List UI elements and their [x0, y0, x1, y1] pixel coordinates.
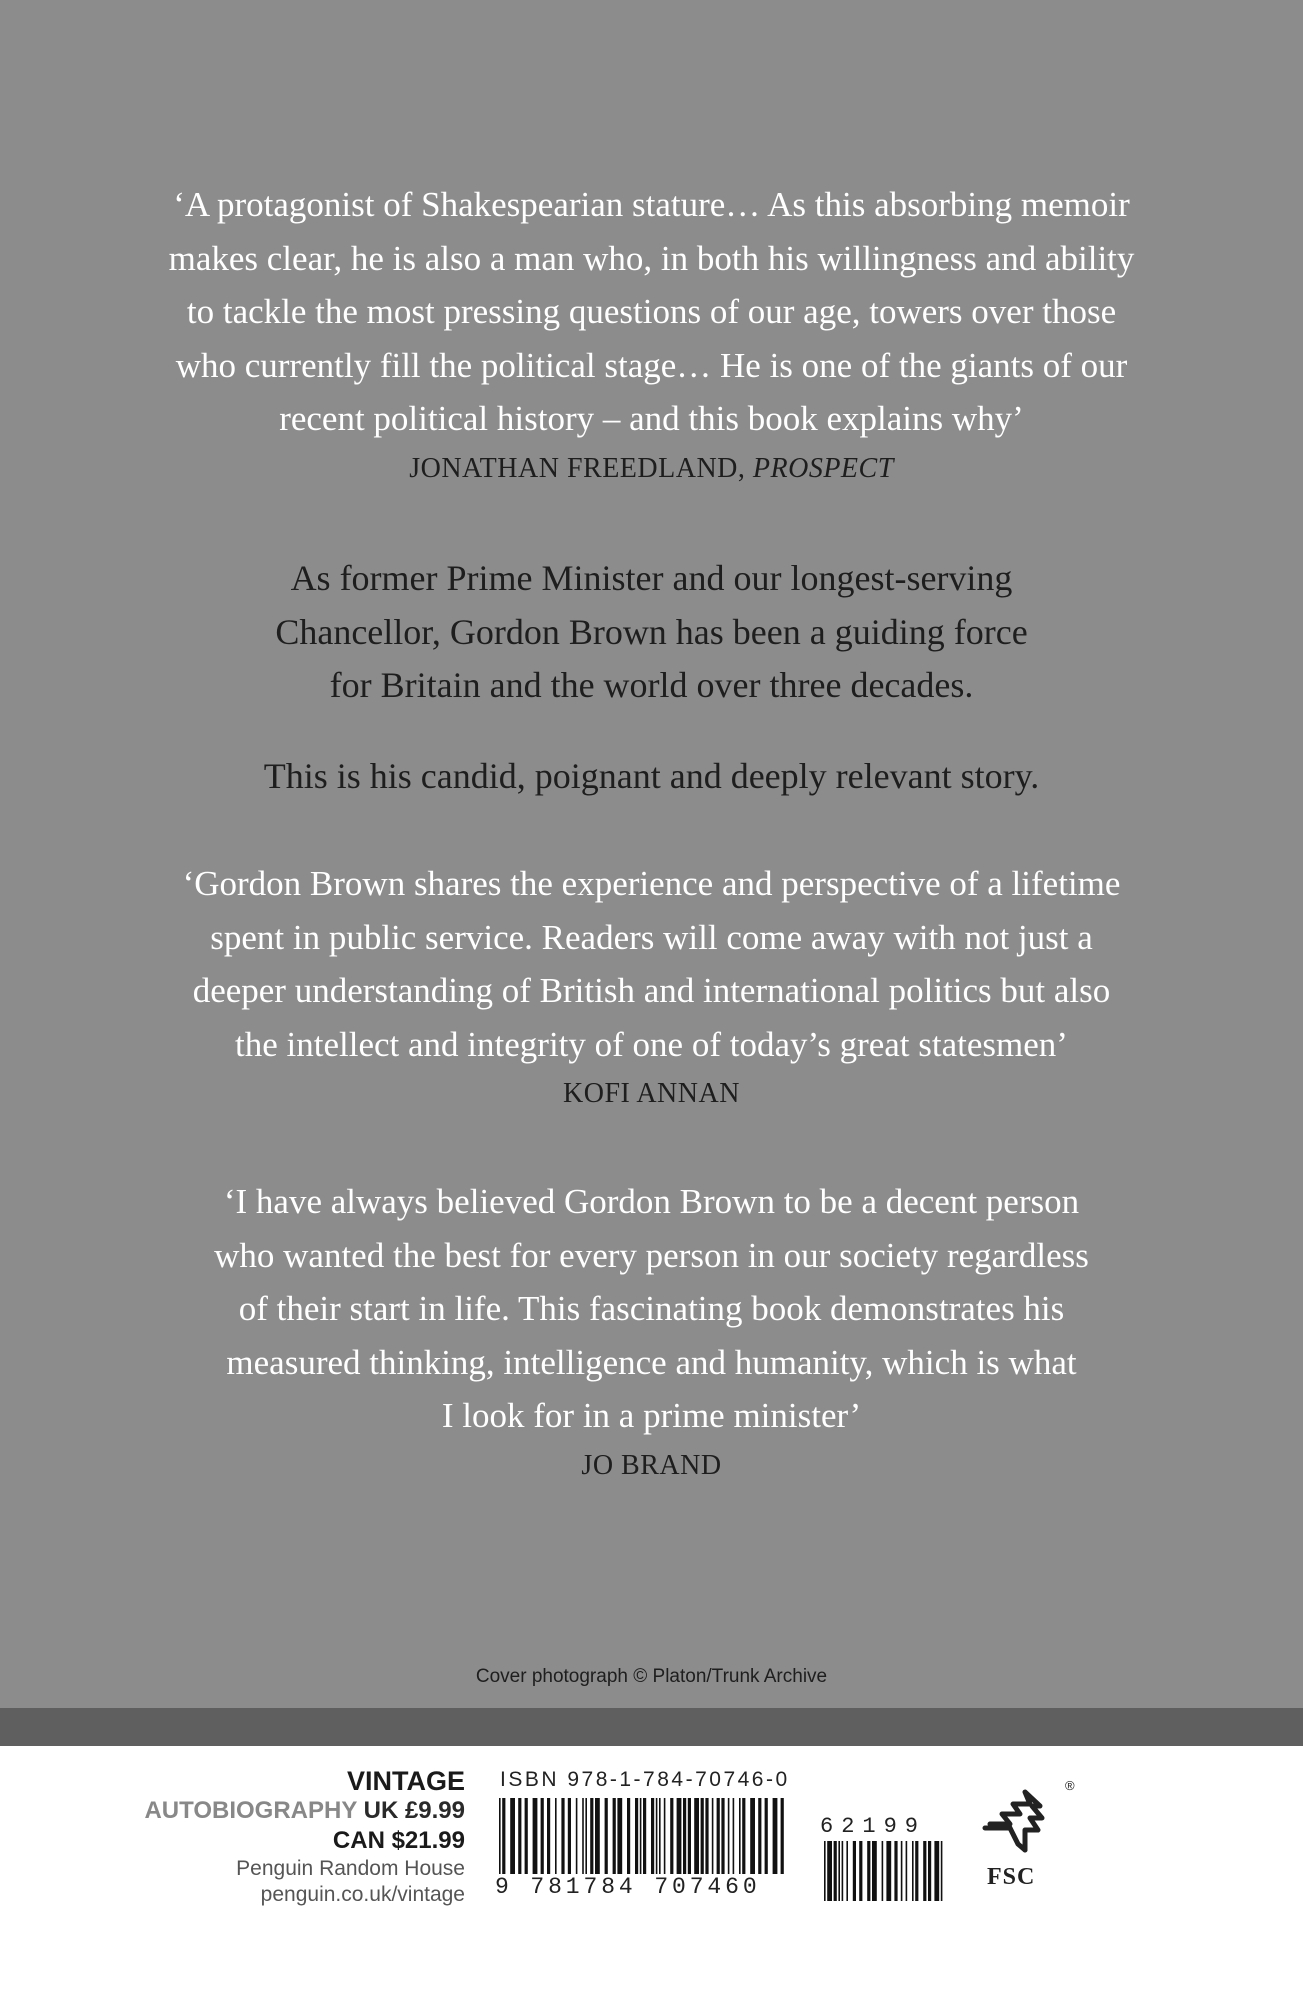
barcode-bar — [525, 1798, 528, 1874]
barcode-bar — [842, 1841, 844, 1901]
quote-freedland — [60, 178, 1243, 492]
barcode-panel — [0, 1746, 1303, 2000]
quote-line: ‘I have always believed Gordon Brown to be a decent person — [223, 1182, 1080, 1221]
barcode-bar — [872, 1841, 877, 1901]
barcode-bar — [853, 1841, 856, 1901]
quote-line: who wanted the best for every person in our society regardless — [214, 1235, 1089, 1275]
quote-line: the intellect and integrity of one of today’s great statesmen’ — [235, 1024, 1068, 1064]
barcode-bar — [582, 1798, 584, 1874]
barcode-bar — [901, 1841, 903, 1901]
barcode-bar — [721, 1798, 724, 1874]
barcode-bar — [728, 1798, 730, 1874]
barcode-bar — [701, 1798, 704, 1874]
barcode-bar — [705, 1798, 708, 1874]
publisher-group: Penguin Random House — [236, 1857, 465, 1880]
quote-line: who currently fill the political stage… He is one of the giants of our — [175, 345, 1128, 385]
barcode-bar — [941, 1841, 943, 1901]
barcode-bar — [643, 1798, 646, 1874]
fsc-label: FSC — [987, 1864, 1036, 1890]
quote-line: makes clear, he is also a man who, in both his willingness and ability — [168, 238, 1135, 278]
quote-attribution: JO BRAND — [581, 1449, 722, 1481]
barcode-bar — [613, 1798, 616, 1874]
barcode-bar — [518, 1798, 521, 1874]
isbn-label: ISBN 978-1-784-70746-0 — [500, 1768, 790, 1791]
barcode-bar — [670, 1798, 673, 1874]
tagline: This is his candid, poignant and deeply relevant story. — [263, 756, 1040, 796]
tagline-block — [60, 750, 1243, 804]
barcode-bar — [765, 1798, 768, 1874]
quote-annan — [60, 857, 1243, 1117]
blurb-line: Chancellor, Gordon Brown has been a guiding force — [275, 611, 1028, 652]
publisher-name: VINTAGE — [346, 1766, 465, 1796]
barcode-bar — [827, 1841, 832, 1901]
category-price — [144, 1796, 465, 1826]
barcode-bar — [617, 1798, 622, 1874]
addon-barcode-image — [820, 1841, 945, 1901]
quote-line: spent in public service. Readers will come away with not just a — [210, 917, 1093, 957]
barcode-bar — [656, 1798, 658, 1874]
barcode-bar — [733, 1798, 735, 1874]
imprint-block — [144, 1766, 465, 1908]
barcode-bar — [739, 1798, 741, 1874]
barcode-bar — [742, 1798, 745, 1874]
barcode-image — [495, 1798, 785, 1874]
barcode-bar — [928, 1841, 931, 1901]
price-uk: UK £9.99 — [363, 1797, 465, 1824]
barcode-bar — [541, 1798, 544, 1874]
barcode-bar — [717, 1798, 720, 1874]
barcode-bar — [568, 1798, 571, 1874]
photo-credit: Cover photograph © Platon/Trunk Archive — [475, 1666, 828, 1687]
barcode-bar — [677, 1798, 682, 1874]
barcode-bar — [627, 1798, 630, 1874]
quote-line: of their start in life. This fascinating book demonstrates his — [238, 1289, 1065, 1328]
quote-line: ‘Gordon Brown shares the experience and perspective of a lifetime — [182, 864, 1121, 903]
blurb — [60, 552, 1243, 713]
attribution-publication: PROSPECT — [752, 452, 894, 484]
barcode-bar — [688, 1798, 691, 1874]
book-category: AUTOBIOGRAPHY — [144, 1797, 357, 1824]
barcode-bar — [694, 1798, 699, 1874]
barcode-bar — [758, 1798, 761, 1874]
barcode-bar — [590, 1798, 593, 1874]
divider-band — [0, 1708, 1303, 1746]
barcode-bar — [533, 1798, 538, 1874]
barcode-bar — [859, 1841, 862, 1901]
barcode-bar — [923, 1841, 926, 1901]
barcode-bar — [906, 1841, 908, 1901]
barcode-bar — [635, 1798, 638, 1874]
barcode-bar — [585, 1798, 587, 1874]
blurb-line: As former Prime Minister and our longest-serving — [290, 558, 1013, 598]
barcode-bar — [838, 1841, 840, 1901]
barcode-bar — [886, 1841, 891, 1901]
price-code-digits: 62199 — [820, 1814, 927, 1839]
barcode-bar — [934, 1841, 939, 1901]
blurb-line: for Britain and the world over three decades. — [329, 665, 974, 705]
quote-line: ‘A protagonist of Shakespearian stature… As this absorbing memoir — [173, 185, 1130, 224]
attribution-name: JONATHAN FREEDLAND, — [409, 452, 746, 484]
fsc-registered-mark: ® — [1065, 1778, 1075, 1793]
quote-line: recent political history – and this book explains why’ — [279, 399, 1024, 438]
publisher-url: penguin.co.uk/vintage — [260, 1883, 465, 1906]
barcode-bar — [912, 1841, 914, 1901]
quote-line: I look for in a prime minister’ — [441, 1396, 862, 1435]
quote-line: deeper understanding of British and international politics but also — [192, 971, 1111, 1010]
barcode-bar — [499, 1798, 501, 1874]
barcode-bar — [547, 1798, 550, 1874]
barcode-bar — [576, 1798, 578, 1874]
barcode-bar — [683, 1798, 686, 1874]
quote-line: measured thinking, intelligence and humanity, which is what — [226, 1342, 1077, 1382]
barcode-bar — [867, 1841, 870, 1901]
barcode-bar — [510, 1798, 515, 1874]
barcode-bar — [640, 1798, 642, 1874]
barcode-bar — [712, 1798, 714, 1874]
quote-attribution: KOFI ANNAN — [563, 1078, 740, 1109]
barcode-bar — [659, 1798, 661, 1874]
barcode-bar — [595, 1798, 600, 1874]
barcode-bar — [824, 1841, 826, 1901]
barcode-bar — [882, 1841, 884, 1901]
barcode-digits: 9 781784 707460 — [495, 1874, 761, 1900]
barcode-bar — [555, 1798, 557, 1874]
barcode-bar — [781, 1798, 784, 1874]
barcode-bar — [773, 1798, 778, 1874]
barcode-bar — [834, 1841, 837, 1901]
price-can: CAN $21.99 — [332, 1827, 465, 1854]
barcode-bar — [605, 1798, 608, 1874]
barcode-bar — [915, 1841, 918, 1901]
barcode-bar — [502, 1798, 505, 1874]
fsc-tree-icon — [980, 1784, 1070, 1864]
barcode-bar — [651, 1798, 654, 1874]
barcode-bar — [750, 1798, 755, 1874]
barcode-bar — [664, 1798, 666, 1874]
quote-line: to tackle the most pressing questions of our age, towers over those — [186, 292, 1117, 331]
barcode-bar — [846, 1841, 848, 1901]
barcode-bar — [561, 1798, 564, 1874]
barcode-bar — [894, 1841, 897, 1901]
quote-attribution — [60, 446, 1243, 492]
quote-brand — [60, 1175, 1243, 1489]
